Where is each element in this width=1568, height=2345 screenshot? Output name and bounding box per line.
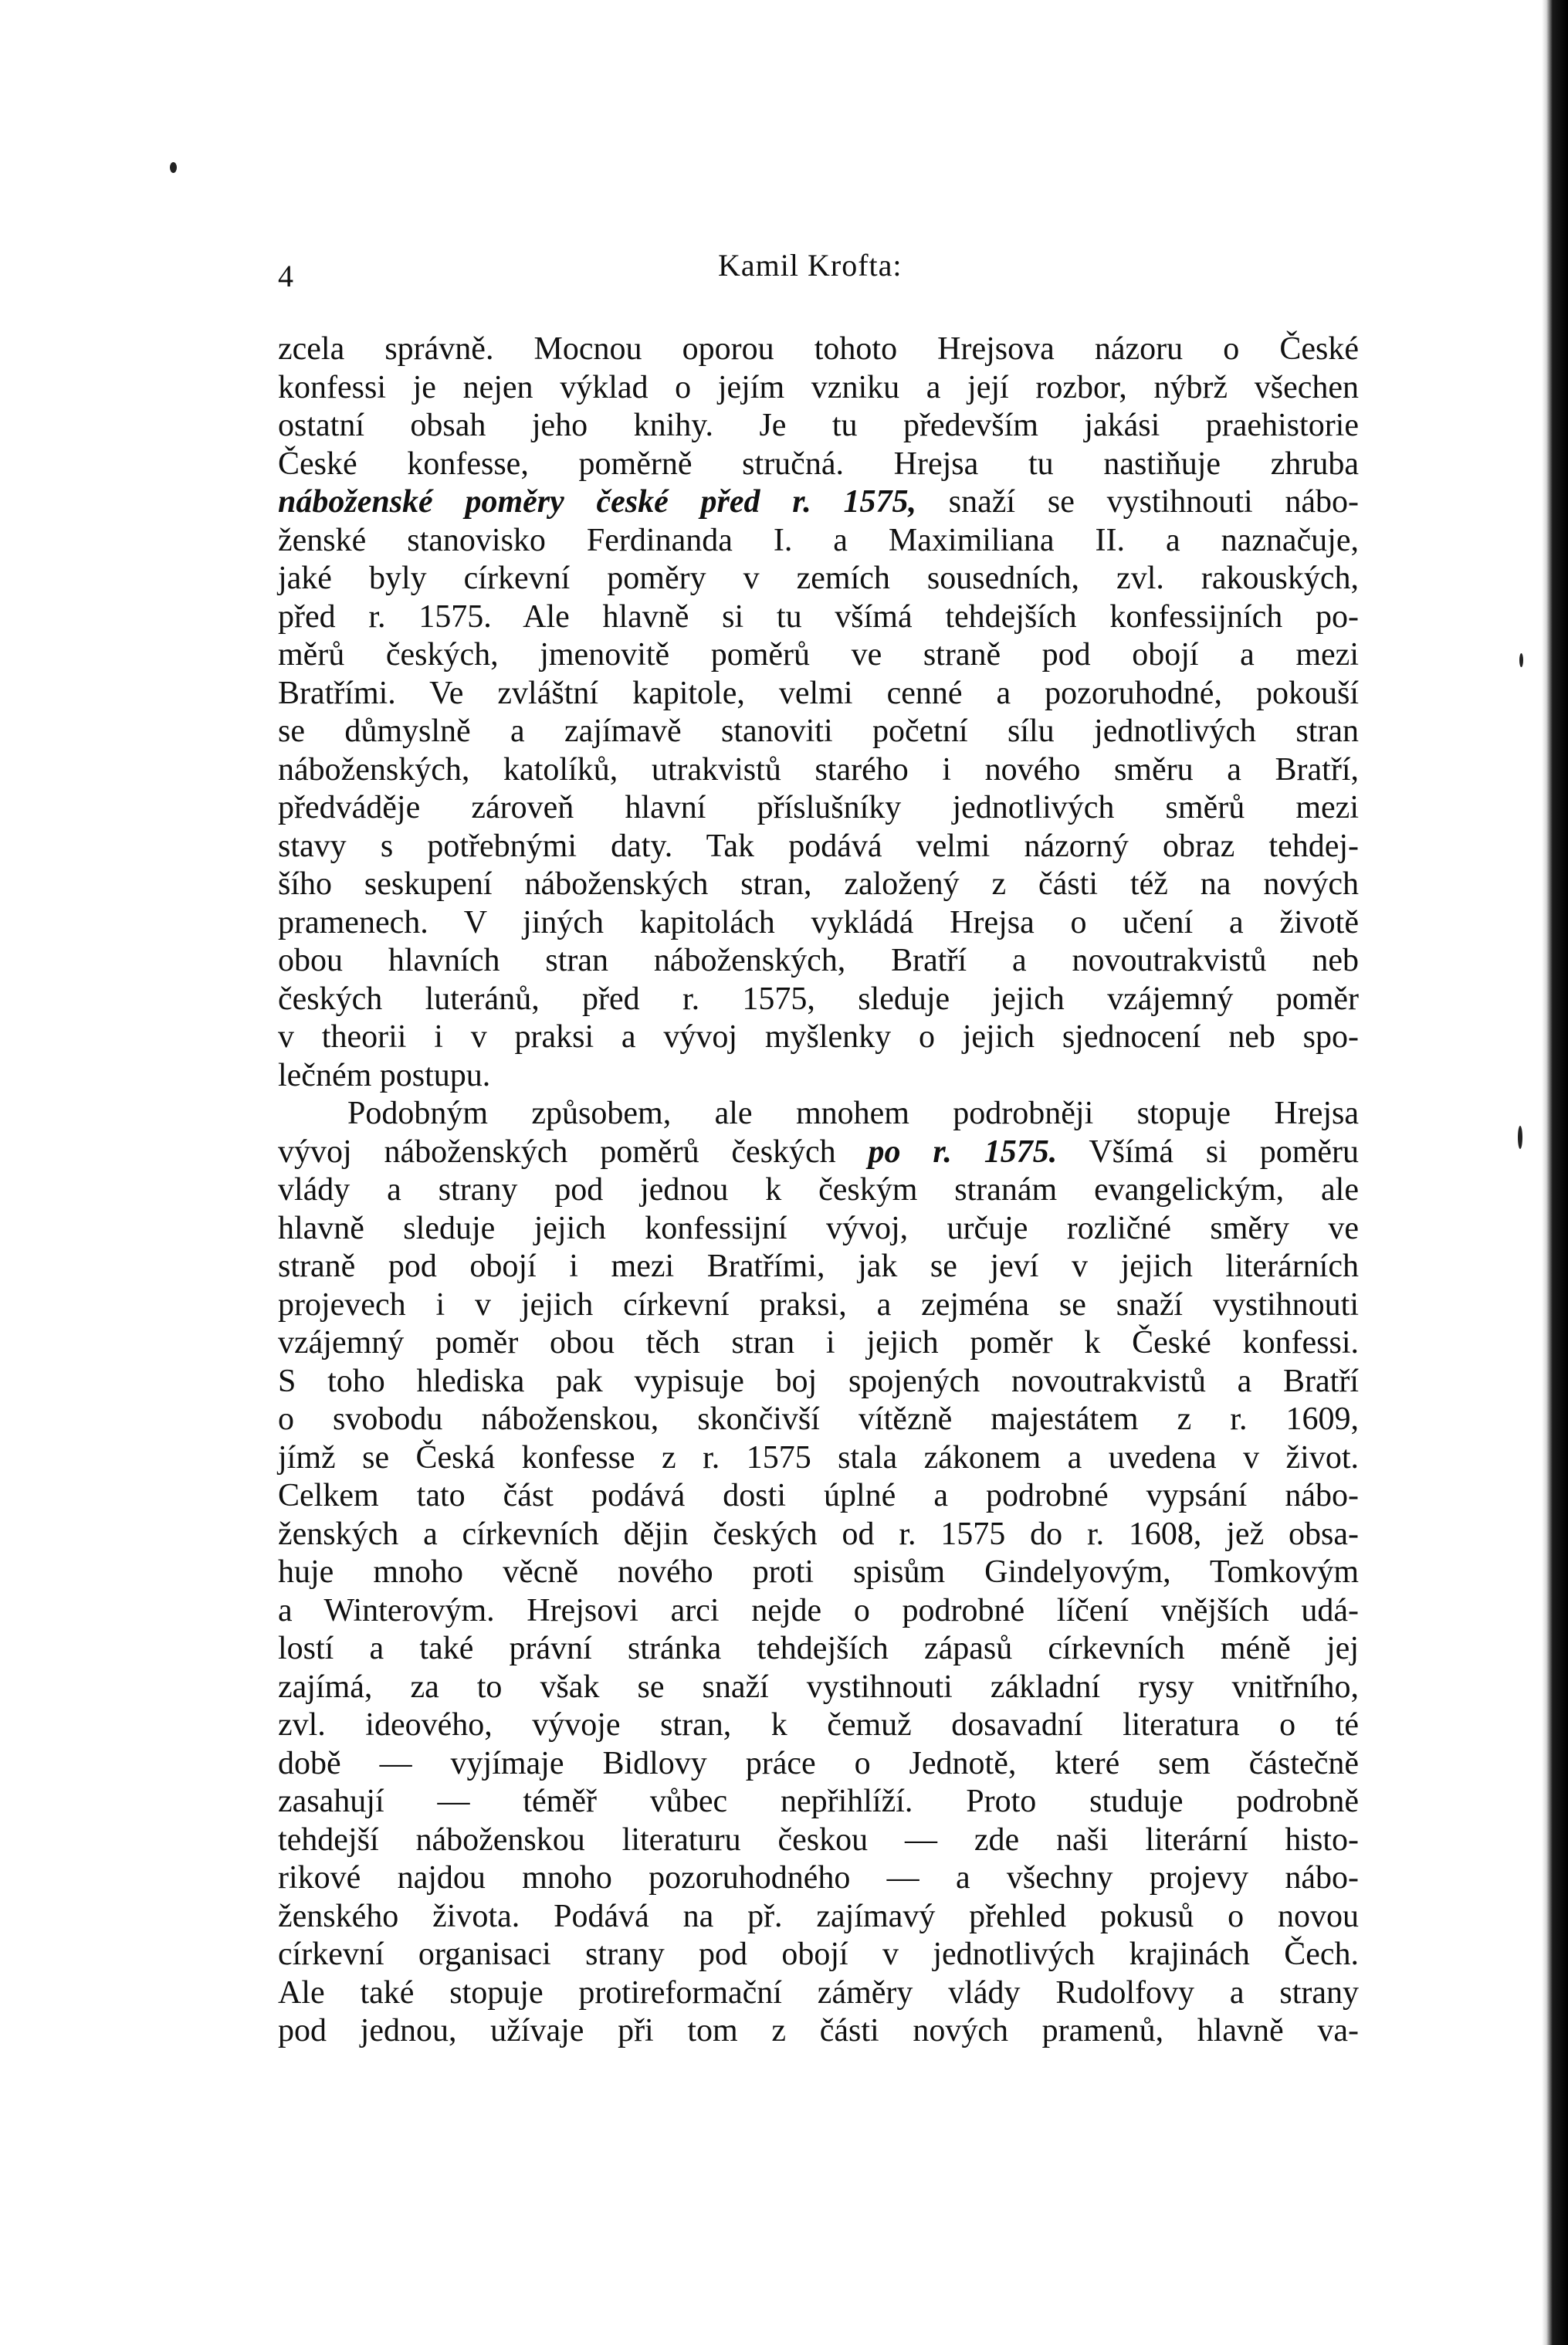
text-line <box>278 2012 1359 2051</box>
text-line <box>278 1669 1359 1707</box>
text-line-content: se důmyslně a zajímavě stanoviti početní sílu jednotlivých stran <box>278 713 1359 749</box>
text-line <box>278 1936 1359 1974</box>
text-line-content: zajímá, za to však se snaží vystihnouti základní rysy vnitřního, <box>278 1669 1359 1705</box>
text-line <box>278 1516 1359 1554</box>
text-line-content: měrů českých, jmenovitě poměrů ve straně pod obojí a mezi <box>278 637 1359 673</box>
text-line <box>278 1554 1359 1592</box>
text-line-content: hlavně sleduje jejich konfessijní vývoj, určuje rozličné směry ve <box>278 1210 1359 1246</box>
text-line <box>278 1859 1359 1898</box>
text-line <box>278 1439 1359 1478</box>
text-line-content: zcela správně. Mocnou oporou tohoto Hrejsova názoru o České <box>278 331 1359 367</box>
text-line <box>278 1363 1359 1401</box>
text-line-content: vlády a strany pod jednou k českým stranám evangelickým, ale <box>278 1172 1359 1208</box>
text-line-content: v theorii i v praksi a vývoj myšlenky o jejich sjednocení neb spo- <box>278 1019 1359 1055</box>
text-line-content: ženského života. Podává na př. zajímavý přehled pokusů o novou <box>278 1898 1359 1934</box>
text-line <box>278 330 1359 369</box>
scan-speck <box>1518 1126 1522 1149</box>
author-heading: Kamil Krofta: <box>718 248 903 283</box>
text-line <box>278 1974 1359 2013</box>
text-line <box>278 1592 1359 1631</box>
scan-speck <box>170 162 177 173</box>
text-line <box>278 1745 1359 1784</box>
text-line <box>278 713 1359 751</box>
text-line <box>278 522 1359 561</box>
text-line-content: a Winterovým. Hrejsovi arci nejde o podrobné líčení vnějších udá- <box>278 1592 1359 1628</box>
text-line <box>278 1018 1359 1057</box>
emphasized-text: náboženské poměry české před r. 1575, <box>278 484 917 520</box>
text-line-content: straně pod obojí i mezi Bratřími, jak se jeví v jejich literárních <box>278 1249 1359 1284</box>
text-line-content: jímž se Česká konfesse z r. 1575 stala zákonem a uvedena v život. <box>278 1439 1359 1476</box>
text-line-content: vývoj náboženských poměrů českých <box>278 1134 869 1170</box>
text-line-content: době — vyjímaje Bidlovy práce o Jednotě, které sem částečně <box>278 1745 1359 1781</box>
text-line <box>278 1248 1359 1286</box>
text-line <box>278 560 1359 598</box>
text-line-content: konfessi je nejen výklad o jejím vzniku a její rozbor, nýbrž všechen <box>278 369 1359 405</box>
text-line <box>278 483 1359 522</box>
text-line-content: vzájemný poměr obou těch stran i jejich poměr k České konfessi. <box>278 1325 1359 1361</box>
text-line <box>278 1057 1359 1096</box>
text-line-content: projevech i v jejich církevní praksi, a zejména se snaží vystihnouti <box>278 1286 1359 1323</box>
text-line <box>278 1821 1359 1860</box>
page-number: 4 <box>278 259 293 293</box>
text-line <box>278 1095 1359 1134</box>
text-line <box>278 942 1359 981</box>
text-line-content: před r. 1575. Ale hlavně si tu všímá tehdejších konfessijních po- <box>278 598 1359 635</box>
text-line <box>278 407 1359 446</box>
running-head <box>278 247 1359 293</box>
text-line-content: pod jednou, užívaje při tom z části nových pramenů, hlavně va- <box>278 2013 1359 2048</box>
text-line-content: jaké byly církevní poměry v zemích sousedních, zvl. rakouských, <box>278 561 1359 596</box>
text-line-content: České konfesse, poměrně stručná. Hrejsa tu nastiňuje zhruba <box>278 446 1359 482</box>
text-line <box>278 369 1359 408</box>
text-line-content: ženských a církevních dějin českých od r. 1575 do r. 1608, jež obsa- <box>278 1516 1359 1552</box>
text-line-content: Celkem tato část podává dosti úplné a podrobné vypsání nábo- <box>278 1478 1359 1513</box>
body-text <box>278 330 1359 2051</box>
text-line-content: šího seskupení náboženských stran, založený z části též na nových <box>278 866 1359 902</box>
text-line-content: o svobodu náboženskou, skončivší vítězně majestátem z r. 1609, <box>278 1401 1359 1437</box>
text-line-content: S toho hlediska pak vypisuje boj spojených novoutrakvistů a Bratří <box>278 1363 1359 1399</box>
text-line-content: náboženských, katolíků, utrakvistů starého i nového směru a Bratří, <box>278 751 1359 788</box>
text-line-content: Podobným způsobem, ale mnohem podrobněji stopuje Hrejsa <box>347 1096 1359 1131</box>
text-line <box>278 1706 1359 1745</box>
text-line <box>278 1286 1359 1325</box>
text-line-content: pramenech. V jiných kapitolách vykládá Hrejsa o učení a životě <box>278 904 1359 940</box>
text-line <box>278 1783 1359 1821</box>
text-line <box>278 1477 1359 1516</box>
text-line <box>278 981 1359 1019</box>
text-line-content: ostatní obsah jeho knihy. Je tu především jakási praehistorie <box>278 408 1359 443</box>
text-line <box>278 828 1359 866</box>
text-line-content: Všímá si poměru <box>1057 1134 1359 1170</box>
text-line <box>278 1898 1359 1937</box>
text-line-content: Bratřími. Ve zvláštní kapitole, velmi cenné a pozoruhodné, pokouší <box>278 675 1359 711</box>
text-line-content: tehdejší náboženskou literaturu českou — zde naši literární histo- <box>278 1821 1359 1858</box>
text-line <box>278 1401 1359 1439</box>
text-line-content: zvl. ideového, vývoje stran, k čemuž dosavadní literatura o té <box>278 1707 1359 1743</box>
text-line <box>278 1134 1359 1172</box>
text-line <box>278 1630 1359 1669</box>
text-line-content: lečném postupu. <box>278 1057 491 1093</box>
text-line-content: lostí a také právní stránka tehdejších zápasů církevních méně jej <box>278 1631 1359 1666</box>
text-line-content: snaží se vystihnouti nábo- <box>916 484 1359 520</box>
text-line <box>278 751 1359 790</box>
text-line <box>278 598 1359 637</box>
text-line <box>278 636 1359 675</box>
text-line-content: obou hlavních stran náboženských, Bratří a novoutrakvistů neb <box>278 943 1359 978</box>
text-line-content: předváděje zároveň hlavní příslušníky jednotlivých směrů mezi <box>278 790 1359 825</box>
emphasized-text: po r. 1575. <box>868 1134 1058 1170</box>
text-line-content: ženské stanovisko Ferdinanda I. a Maximiliana II. a naznačuje, <box>278 522 1359 558</box>
text-line-content: rikové najdou mnoho pozoruhodného — a všechny projevy nábo- <box>278 1860 1359 1896</box>
scan-speck <box>1519 653 1523 667</box>
text-line-content: zasahují — téměř vůbec nepřihlíží. Proto studuje podrobně <box>278 1784 1359 1819</box>
text-line <box>278 1210 1359 1249</box>
text-line-content: českých luteránů, před r. 1575, sleduje jejich vzájemný poměr <box>278 981 1359 1017</box>
text-line <box>278 675 1359 713</box>
text-line-content: Ale také stopuje protireformační záměry vlády Rudolfovy a strany <box>278 1974 1359 2011</box>
text-line <box>278 789 1359 828</box>
text-line <box>278 1171 1359 1210</box>
text-line-content: huje mnoho věcně nového proti spisům Gindelyovým, Tomkovým <box>278 1554 1359 1590</box>
scan-page-edge <box>1542 0 1568 2345</box>
text-line <box>278 446 1359 484</box>
text-line-content: církevní organisaci strany pod obojí v jednotlivých krajinách Čech. <box>278 1937 1359 1972</box>
text-line-content: stavy s potřebnými daty. Tak podává velmi názorný obraz tehdej- <box>278 828 1359 864</box>
text-line <box>278 1324 1359 1363</box>
text-line <box>278 866 1359 904</box>
text-line <box>278 904 1359 943</box>
